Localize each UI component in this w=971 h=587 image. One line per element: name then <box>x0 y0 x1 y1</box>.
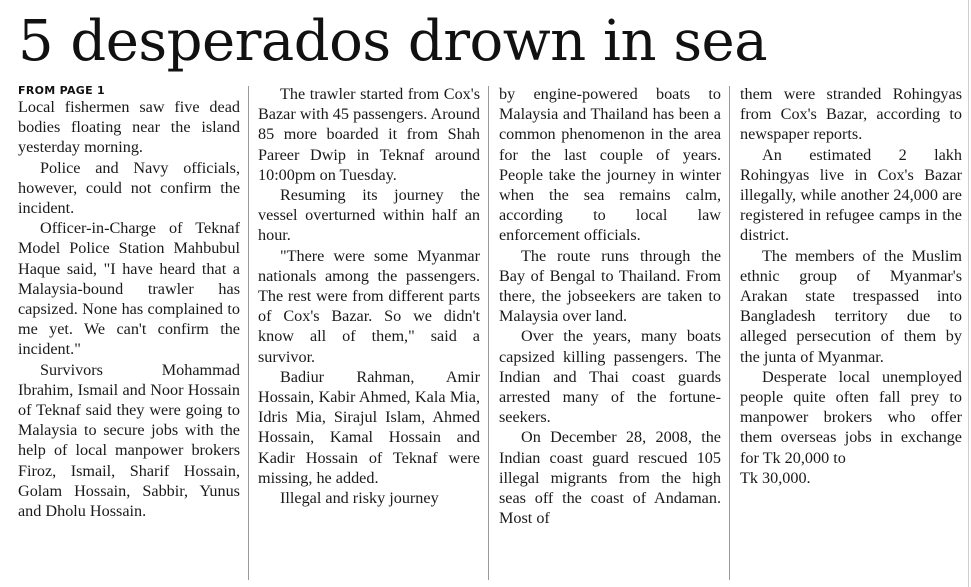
page-edge <box>968 0 969 587</box>
paragraph: The members of the Muslim ethnic group of Myanmar's Arakan state trespassed into Bangladesh territory due to alleged persecution of them by the junta of Myanmar. <box>740 246 962 366</box>
column-divider <box>488 86 489 580</box>
kicker-from-page-1: FROM PAGE 1 <box>18 84 106 97</box>
column-1 <box>18 84 240 521</box>
paragraph: Illegal and risky journey <box>280 489 439 508</box>
paragraph: Survivors Mohammad Ibrahim, Ismail and Noor Hossain of Teknaf said they were going to Malaysia to secure jobs with the help of local manpower brokers Firoz, Ismail, Sharif Hossain, Golam Hossain, Sabbir, Yunus and Dholu Hossain. <box>18 360 240 521</box>
paragraph: On December 28, 2008, the Indian coast guard rescued 105 illegal migrants from the high seas off the coast of Andaman. Most of <box>499 428 721 528</box>
paragraph: "There were some Myanmar nationals among the passengers. The rest were from different parts of Cox's Bazar. So we didn't know all of them," said a survivor. <box>258 246 480 366</box>
paragraph: them were stranded Rohingyas from Cox's Bazar, according to newspaper reports. <box>740 85 962 144</box>
paragraph: Over the years, many boats capsized killing passengers. The Indian and Thai coast guards arrested many of the fortune-seekers. <box>499 327 721 427</box>
paragraph: Badiur Rahman, Amir Hossain, Kabir Ahmed, Kala Mia, Idris Mia, Sirajul Islam, Ahmed Hossain, Kamal Hossain and Kadir Hossain of Teknaf were missing, he added. <box>258 367 480 487</box>
paragraph: An estimated 2 lakh Rohingyas live in Cox's Bazar illegally, while another 24,000 are registered in refugee camps in the district. <box>740 145 962 245</box>
column-3 <box>499 84 721 528</box>
headline: 5 desperados drown in sea <box>18 9 768 74</box>
paragraph: Resuming its journey the vessel overturned within half an hour. <box>258 186 480 245</box>
paragraph: Officer-in-Charge of Teknaf Model Police Station Mahbubul Haque said, "I have heard that a Malaysia-bound trawler has capsized. None has complained to me yet. We can't confirm the incident." <box>18 219 240 359</box>
paragraph: Police and Navy officials, however, could not confirm the incident. <box>18 158 240 218</box>
column-4 <box>740 84 962 488</box>
column-divider <box>248 86 249 580</box>
article-columns <box>18 84 966 584</box>
column-2 <box>258 84 480 508</box>
paragraph: The trawler started from Cox's Bazar with 45 passengers. Around 85 more boarded it from Shah Pareer Dwip in Teknaf around 10:00pm on Tuesday. <box>258 85 480 184</box>
paragraph: Local fishermen saw five dead bodies floating near the island yesterday morning. <box>18 98 240 157</box>
paragraph: The route runs through the Bay of Bengal to Thailand. From there, the jobseekers are taken to Malaysia over land. <box>499 246 721 326</box>
paragraph: Tk 30,000. <box>740 468 811 487</box>
column-divider <box>729 86 730 580</box>
paragraph: Desperate local unemployed people quite often fall prey to manpower brokers who offer them overseas jobs in exchange for Tk 20,000 to <box>740 367 962 467</box>
paragraph: by engine-powered boats to Malaysia and Thailand has been a common phenomenon in the area for the last couple of years. People take the journey in winter when the sea remains calm, according to local law enforcement officials. <box>499 85 721 245</box>
